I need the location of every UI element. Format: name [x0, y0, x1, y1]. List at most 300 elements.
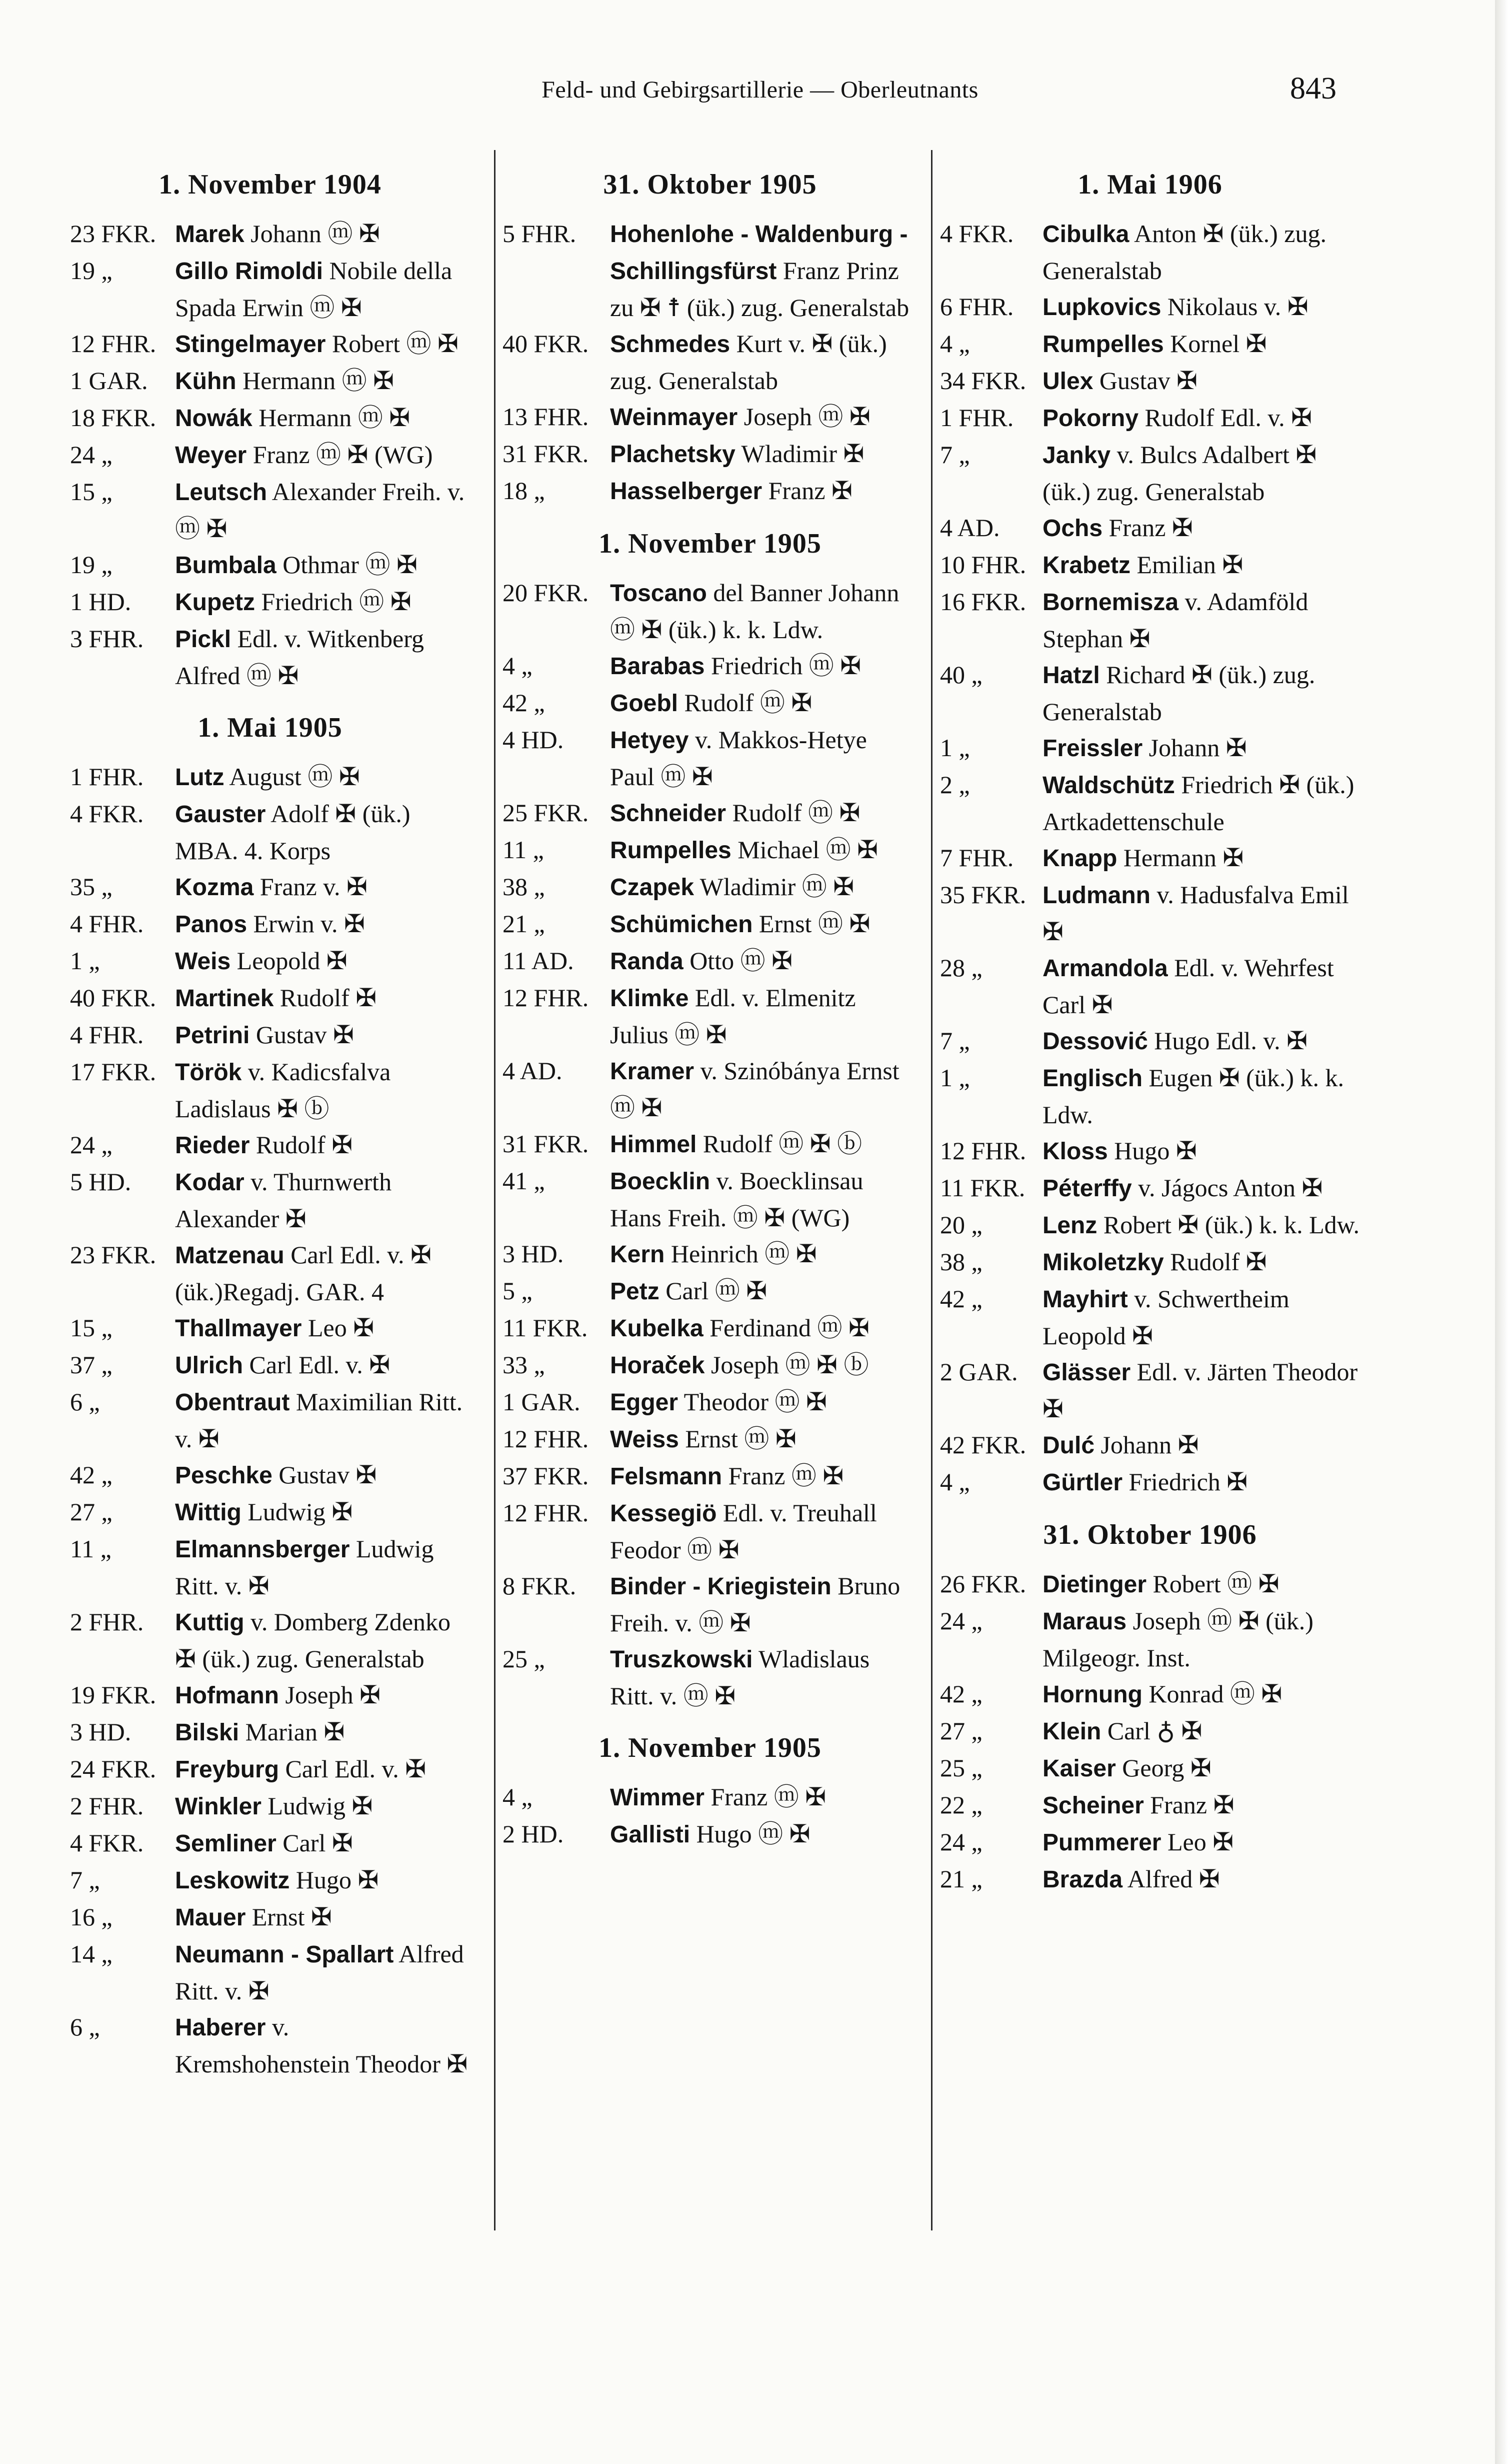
- unit-designation: 7 FHR.: [940, 844, 1014, 872]
- officer-surname: Péterffy: [1042, 1175, 1132, 1202]
- officer-surname: Toscano: [610, 580, 707, 607]
- unit-designation: 38 „: [502, 873, 545, 901]
- entry-text: [1042, 1207, 1360, 1244]
- unit-designation: 24 „: [940, 1828, 982, 1856]
- roster-entry: [70, 326, 470, 363]
- officer-surname: Cibulka: [1042, 221, 1130, 248]
- unit-designation: 1 FHR.: [70, 763, 144, 791]
- unit-designation: 12 FHR.: [70, 330, 156, 358]
- roster-entry: [502, 473, 918, 510]
- officer-details: Joseph ⓜ ✠ ⓑ: [704, 1351, 869, 1379]
- roster-entry: [70, 1127, 470, 1164]
- officer-details: Friedrich ✠ (ük.) Artkadettenschule: [1042, 771, 1354, 836]
- column-right: [940, 168, 1360, 1898]
- unit-designation: 16 FKR.: [940, 588, 1026, 616]
- officer-surname: Kramer: [610, 1058, 694, 1085]
- unit-designation: 25 „: [502, 1645, 545, 1673]
- officer-details: Alfred Ritt. v. ✠: [175, 1940, 464, 2005]
- entry-text: [610, 1641, 918, 1714]
- officer-details: Robert ⓜ ✠: [326, 330, 458, 358]
- unit-designation: 4 FKR.: [940, 220, 1014, 248]
- unit-designation: 5 FHR.: [502, 220, 576, 248]
- roster-entry: [940, 1464, 1360, 1501]
- officer-details: Friedrich ⓜ ✠: [704, 652, 862, 680]
- officer-details: Rudolf ✠: [1164, 1248, 1267, 1276]
- entry-text: [1042, 840, 1360, 877]
- roster-entry: [940, 877, 1360, 950]
- officer-details: Joseph ✠: [278, 1681, 380, 1709]
- officer-details: Franz ⓜ ✠: [704, 1783, 826, 1811]
- section-heading: 31. Oktober 1906: [1043, 1519, 1257, 1550]
- unit-designation: 3 HD.: [502, 1240, 564, 1268]
- running-title: Feld- und Gebirgsartillerie — Oberleutnants: [542, 77, 978, 103]
- entry-text: [1042, 400, 1360, 437]
- roster-entry: [940, 437, 1360, 510]
- unit-designation: 28 „: [940, 954, 982, 982]
- officer-details: Hermann ⓜ ✠: [252, 404, 410, 432]
- entry-text: [175, 1054, 470, 1127]
- officer-details: Anton ✠ (ük.) zug. Generalstab: [1042, 220, 1327, 285]
- unit-designation: 12 FHR.: [502, 984, 589, 1012]
- officer-surname: Brazda: [1042, 1866, 1123, 1893]
- officer-details: Othmar ⓜ ✠: [276, 551, 418, 579]
- officer-surname: Wimmer: [610, 1784, 704, 1811]
- entry-text: [175, 584, 470, 621]
- unit-designation: 19 „: [70, 257, 112, 285]
- entry-text: [175, 326, 470, 363]
- officer-surname: Kühn: [175, 368, 236, 395]
- officer-details: Alexander Freih. v. ⓜ ✠: [175, 478, 465, 543]
- roster-entry: [940, 1244, 1360, 1281]
- entry-text: [175, 2009, 470, 2082]
- officer-surname: Hatzl: [1042, 662, 1100, 689]
- officer-surname: Bornemisza: [1042, 589, 1179, 616]
- section-gap: [502, 510, 918, 527]
- officer-surname: Weis: [175, 948, 231, 975]
- officer-surname: Armandola: [1042, 955, 1168, 982]
- roster-entry: [502, 1568, 918, 1641]
- officer-surname: Leutsch: [175, 479, 268, 506]
- roster-entry: [940, 1566, 1360, 1603]
- unit-designation: 3 FHR.: [70, 625, 144, 653]
- entry-text: [175, 621, 470, 694]
- roster-entry: [502, 869, 918, 906]
- entry-text: [175, 1127, 470, 1164]
- entry-text: [175, 1604, 470, 1677]
- unit-designation: 24 „: [70, 441, 112, 469]
- officer-surname: Kern: [610, 1241, 665, 1268]
- unit-designation: 1 „: [940, 734, 970, 762]
- entry-text: [175, 1825, 470, 1862]
- roster-entry: [502, 1458, 918, 1495]
- entry-text: [610, 575, 918, 648]
- entry-text: [1042, 767, 1360, 840]
- roster-entry: [70, 363, 470, 400]
- section-heading: 1. November 1905: [598, 528, 822, 559]
- roster-entry: [502, 980, 918, 1053]
- entry-text: [175, 943, 470, 980]
- unit-designation: 2 FHR.: [70, 1608, 144, 1636]
- entry-text: [610, 473, 918, 510]
- entry-text: [610, 722, 918, 795]
- entry-text: [1042, 363, 1360, 400]
- unit-designation: 12 FHR.: [502, 1499, 589, 1527]
- roster-entry: [502, 722, 918, 795]
- officer-details: Georg ✠: [1116, 1754, 1212, 1782]
- entry-text: [1042, 1170, 1360, 1207]
- officer-details: Carl Edl. v. ✠: [279, 1755, 426, 1783]
- officer-surname: Pickl: [175, 626, 232, 653]
- unit-designation: 27 „: [940, 1717, 982, 1745]
- officer-surname: Waldschütz: [1042, 772, 1175, 799]
- entry-text: [610, 1236, 918, 1273]
- roster-entry: [70, 216, 470, 253]
- section-gap: [70, 694, 470, 711]
- officer-details: del Banner Johann ⓜ ✠ (ük.) k. k. Ldw.: [610, 579, 900, 644]
- officer-surname: Török: [175, 1059, 242, 1086]
- entry-text: [175, 906, 470, 943]
- unit-designation: 15 „: [70, 478, 112, 506]
- unit-designation: 5 „: [502, 1277, 532, 1305]
- roster-entry: [70, 621, 470, 694]
- entry-text: [610, 1779, 918, 1816]
- entry-text: [610, 216, 918, 326]
- roster-entry: [502, 1384, 918, 1421]
- unit-designation: 42 „: [70, 1461, 112, 1489]
- unit-designation: 42 „: [502, 689, 545, 717]
- officer-surname: Matzenau: [175, 1242, 284, 1269]
- entry-text: [175, 1494, 470, 1531]
- entry-text: [175, 216, 470, 253]
- unit-designation: 38 „: [940, 1248, 982, 1276]
- officer-details: Rudolf ⓜ ✠: [678, 689, 812, 717]
- unit-designation: 19 FKR.: [70, 1681, 156, 1709]
- roster-entry: [502, 436, 918, 473]
- officer-details: Hugo ⓜ ✠: [690, 1820, 810, 1848]
- entry-text: [175, 1237, 470, 1310]
- unit-designation: 26 FKR.: [940, 1570, 1026, 1598]
- unit-designation: 25 FKR.: [502, 799, 589, 827]
- unit-designation: 1 FHR.: [940, 404, 1014, 432]
- entry-text: [1042, 216, 1360, 289]
- roster-entry: [502, 1421, 918, 1458]
- roster-entry: [502, 1347, 918, 1384]
- entry-text: [1042, 437, 1360, 510]
- roster-entry: [940, 1023, 1360, 1060]
- entry-text: [610, 832, 918, 869]
- officer-details: Maximilian Ritt. v. ✠: [175, 1388, 463, 1453]
- officer-surname: Freissler: [1042, 735, 1143, 762]
- unit-designation: 25 „: [940, 1754, 982, 1782]
- roster-entry: [940, 1787, 1360, 1824]
- officer-surname: Glässer: [1042, 1359, 1131, 1386]
- officer-surname: Randa: [610, 948, 684, 975]
- officer-surname: Kaiser: [1042, 1755, 1116, 1782]
- officer-surname: Rieder: [175, 1132, 250, 1159]
- section-heading: 1. Mai 1905: [198, 712, 342, 743]
- roster-entry: [502, 648, 918, 685]
- roster-entry: [70, 437, 470, 474]
- officer-details: v. Domberg Zdenko ✠ (ük.) zug. Generalstab: [175, 1608, 451, 1673]
- unit-designation: 24 „: [70, 1131, 112, 1159]
- officer-surname: Obentraut: [175, 1389, 290, 1416]
- officer-details: v. Schwertheim Leopold ✠: [1042, 1285, 1290, 1350]
- roster-entry: [940, 363, 1360, 400]
- officer-surname: Martinek: [175, 985, 274, 1012]
- entry-text: [175, 253, 470, 326]
- roster-entry: [70, 1310, 470, 1347]
- roster-entry: [70, 1457, 470, 1494]
- entry-text: [175, 1788, 470, 1825]
- entry-text: [1042, 730, 1360, 767]
- officer-surname: Gillo Rimoldi: [175, 258, 323, 285]
- officer-surname: Stingelmayer: [175, 331, 326, 358]
- officer-details: Ferdinand ⓜ ✠: [703, 1314, 870, 1342]
- entry-text: [1042, 1427, 1360, 1464]
- officer-details: Ludwig Ritt. v. ✠: [175, 1535, 434, 1600]
- entry-text: [1042, 1060, 1360, 1133]
- roster-entry: [502, 1816, 918, 1853]
- officer-details: v. Boecklinsau Hans Freih. ⓜ ✠ (WG): [610, 1167, 864, 1232]
- unit-designation: 7 „: [940, 441, 970, 469]
- officer-surname: Klimke: [610, 985, 689, 1012]
- entry-text: [175, 1310, 470, 1347]
- roster-entry: [502, 832, 918, 869]
- entry-text: [1042, 657, 1360, 730]
- roster-entry: [940, 657, 1360, 730]
- unit-designation: 4 FHR.: [70, 910, 144, 938]
- officer-surname: Mikoletzky: [1042, 1249, 1164, 1276]
- roster-entry: [70, 584, 470, 621]
- officer-details: Ernst ⓜ ✠: [678, 1425, 796, 1453]
- entry-text: [175, 1017, 470, 1054]
- officer-details: Johann ✠: [1094, 1431, 1199, 1459]
- officer-surname: Gürtler: [1042, 1469, 1123, 1496]
- unit-designation: 4 „: [502, 652, 532, 680]
- entry-text: [610, 943, 918, 980]
- entry-text: [175, 547, 470, 584]
- officer-surname: Bilski: [175, 1719, 240, 1746]
- officer-surname: Schmedes: [610, 331, 730, 358]
- officer-details: v. Bulcs Adalbert ✠ (ük.) zug. Generalstab: [1042, 441, 1317, 506]
- unit-designation: 40 FKR.: [70, 984, 156, 1012]
- entry-text: [1042, 1713, 1360, 1750]
- entry-text: [175, 796, 470, 869]
- officer-surname: Ochs: [1042, 515, 1103, 542]
- officer-surname: Lenz: [1042, 1212, 1098, 1239]
- officer-details: Alfred ✠: [1122, 1865, 1220, 1893]
- officer-surname: Schneider: [610, 800, 726, 827]
- officer-surname: Krabetz: [1042, 552, 1131, 579]
- roster-entry: [70, 869, 470, 906]
- roster-entry: [940, 1713, 1360, 1750]
- roster-entry: [940, 1281, 1360, 1354]
- column-divider: [931, 150, 932, 2230]
- officer-details: Theodor ⓜ ✠: [678, 1388, 827, 1416]
- entry-text: [175, 437, 470, 474]
- officer-surname: Gauster: [175, 801, 266, 828]
- officer-surname: Knapp: [1042, 845, 1118, 872]
- roster-entry: [940, 1207, 1360, 1244]
- roster-entry: [940, 400, 1360, 437]
- roster-entry: [940, 1354, 1360, 1427]
- officer-details: v. Kadicsfalva Ladislaus ✠ ⓑ: [175, 1058, 391, 1123]
- officer-details: Carl ⓜ ✠: [659, 1277, 768, 1305]
- officer-surname: Haberer: [175, 2014, 266, 2041]
- unit-designation: 4 FKR.: [70, 800, 144, 828]
- officer-details: Leopold ✠: [230, 947, 348, 975]
- officer-details: Joseph ⓜ ✠: [738, 403, 870, 431]
- unit-designation: 27 „: [70, 1498, 112, 1526]
- officer-surname: Horaček: [610, 1352, 705, 1379]
- entry-text: [175, 1714, 470, 1751]
- officer-details: Edl. v. Järten Theodor ✠: [1042, 1358, 1358, 1423]
- officer-details: Franz ⓜ ✠: [722, 1462, 844, 1490]
- section-heading: 31. Oktober 1905: [603, 169, 817, 200]
- roster-entry: [940, 1861, 1360, 1898]
- officer-details: v. Makkos-Hetye Paul ⓜ ✠: [610, 726, 867, 791]
- officer-surname: Schümichen: [610, 911, 753, 938]
- officer-details: Wladimir ⓜ ✠: [694, 873, 854, 901]
- officer-surname: Pokorny: [1042, 405, 1139, 432]
- entry-text: [1042, 547, 1360, 584]
- roster-entry: [70, 759, 470, 796]
- officer-surname: Leskowitz: [175, 1867, 290, 1894]
- officer-details: Franz ⓜ ✠ (WG): [246, 441, 433, 469]
- entry-text: [175, 1347, 470, 1384]
- officer-surname: Petrini: [175, 1022, 250, 1049]
- entry-text: [175, 1384, 470, 1457]
- officer-surname: Truszkowski: [610, 1646, 753, 1673]
- officer-details: Wladislaus Ritt. v. ⓜ ✠: [610, 1645, 870, 1710]
- roster-entry: [502, 1310, 918, 1347]
- officer-surname: Lupkovics: [1042, 294, 1162, 321]
- officer-surname: Kozma: [175, 874, 254, 901]
- unit-designation: 4 HD.: [502, 726, 564, 754]
- unit-designation: 18 „: [502, 477, 545, 505]
- officer-surname: Felsmann: [610, 1463, 722, 1490]
- officer-surname: Englisch: [1042, 1065, 1143, 1092]
- entry-text: [175, 1164, 470, 1237]
- officer-surname: Peschke: [175, 1462, 272, 1489]
- officer-details: Rudolf ✠: [274, 984, 377, 1012]
- roster-entry: [940, 1133, 1360, 1170]
- entry-text: [610, 648, 918, 685]
- officer-surname: Kloss: [1042, 1138, 1108, 1165]
- roster-entry: [70, 1714, 470, 1751]
- unit-designation: 20 FKR.: [502, 579, 589, 607]
- unit-designation: 17 FKR.: [70, 1058, 156, 1086]
- entry-text: [175, 1862, 470, 1899]
- officer-details: Friedrich ⓜ ✠: [254, 588, 412, 616]
- entry-text: [1042, 584, 1360, 657]
- entry-text: [1042, 1750, 1360, 1787]
- unit-designation: 1 GAR.: [502, 1388, 580, 1416]
- officer-details: Leo ✠: [302, 1314, 374, 1342]
- entry-text: [175, 400, 470, 437]
- officer-surname: Czapek: [610, 874, 694, 901]
- roster-entry: [502, 575, 918, 648]
- roster-entry: [502, 906, 918, 943]
- roster-entry: [70, 1017, 470, 1054]
- officer-surname: Rumpelles: [1042, 331, 1164, 358]
- officer-details: v. Szinóbánya Ernst ⓜ ✠: [610, 1057, 900, 1122]
- officer-surname: Weyer: [175, 442, 247, 469]
- roster-entry: [940, 950, 1360, 1023]
- unit-designation: 40 „: [940, 661, 982, 689]
- officer-details: Kurt v. ✠ (ük.) zug. Generalstab: [610, 330, 887, 395]
- entry-text: [610, 1421, 918, 1458]
- officer-details: Ernst ✠: [246, 1903, 332, 1931]
- entry-text: [1042, 1464, 1360, 1501]
- officer-surname: Weinmayer: [610, 404, 738, 431]
- roster-entry: [940, 216, 1360, 289]
- officer-details: Hugo Edl. v. ✠: [1148, 1027, 1308, 1055]
- roster-entry: [70, 796, 470, 869]
- officer-details: Franz Prinz zu ✠ ☨ (ük.) zug. Generalstab: [610, 257, 910, 322]
- roster-entry: [70, 474, 470, 547]
- entry-text: [1042, 1861, 1360, 1898]
- roster-entry: [502, 1273, 918, 1310]
- unit-designation: 6 „: [70, 1388, 100, 1416]
- officer-details: Gustav ✠: [250, 1021, 354, 1049]
- roster-entry: [70, 1825, 470, 1862]
- officer-surname: Bumbala: [175, 552, 276, 579]
- officer-surname: Ulrich: [175, 1352, 244, 1379]
- officer-details: Heinrich ⓜ ✠: [664, 1240, 817, 1268]
- officer-surname: Petz: [610, 1278, 660, 1305]
- entry-text: [1042, 877, 1360, 950]
- entry-text: [610, 399, 918, 436]
- officer-surname: Klein: [1042, 1718, 1102, 1745]
- unit-designation: 4 FKR.: [70, 1829, 144, 1857]
- officer-details: Franz ✠: [762, 477, 852, 505]
- unit-designation: 1 „: [940, 1064, 970, 1092]
- roster-entry: [940, 547, 1360, 584]
- officer-surname: Hetyey: [610, 727, 689, 754]
- roster-entry: [70, 547, 470, 584]
- officer-details: Gustav ✠: [272, 1461, 377, 1489]
- section-heading: 1. Mai 1906: [1078, 169, 1222, 200]
- roster-entry: [70, 253, 470, 326]
- column-divider: [494, 150, 496, 2230]
- entry-text: [1042, 1354, 1360, 1427]
- officer-surname: Barabas: [610, 653, 705, 680]
- roster-entry: [940, 289, 1360, 326]
- roster-entry: [502, 1163, 918, 1236]
- roster-entry: [940, 767, 1360, 840]
- entry-text: [610, 1347, 918, 1384]
- officer-surname: Scheiner: [1042, 1792, 1144, 1819]
- officer-details: v. Jágocs Anton ✠: [1132, 1174, 1323, 1202]
- officer-surname: Wittig: [175, 1499, 242, 1526]
- unit-designation: 7 „: [940, 1027, 970, 1055]
- roster-entry: [70, 1494, 470, 1531]
- officer-details: Carl ✠: [276, 1829, 353, 1857]
- unit-designation: 2 FHR.: [70, 1792, 144, 1820]
- entry-text: [610, 1053, 918, 1126]
- officer-details: Johann ⓜ ✠: [244, 220, 380, 248]
- entry-text: [610, 1568, 918, 1641]
- officer-surname: Dessović: [1042, 1028, 1148, 1055]
- officer-details: Franz ✠: [1102, 514, 1193, 542]
- officer-details: Johann ✠: [1142, 734, 1247, 762]
- entry-text: [610, 1273, 918, 1310]
- unit-designation: 10 FHR.: [940, 551, 1026, 579]
- entry-text: [175, 1936, 470, 2009]
- entry-text: [175, 1531, 470, 1604]
- officer-details: Hugo ✠: [1108, 1137, 1197, 1165]
